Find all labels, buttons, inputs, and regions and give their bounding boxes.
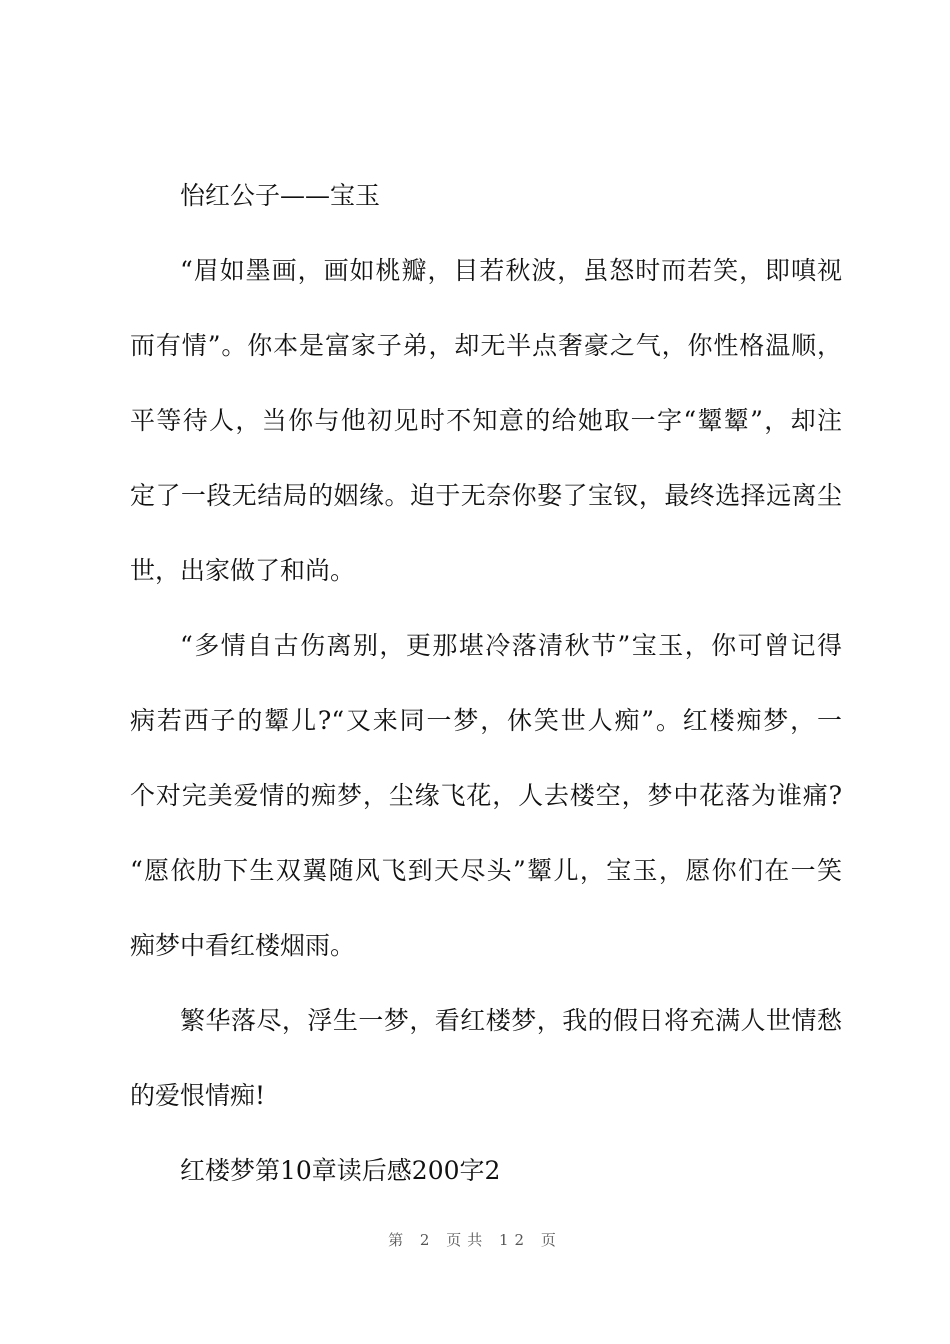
paragraph-line: 病若西子的颦儿?“又来同一梦，休笑世人痴”。红楼痴梦，一 bbox=[130, 706, 842, 735]
section-heading: 怡红公子——宝玉 bbox=[180, 181, 381, 210]
section-heading: 红楼梦第10章读后感200字2 bbox=[180, 1156, 501, 1185]
paragraph-line: 世，出家做了和尚。 bbox=[130, 556, 356, 585]
paragraph-line: 个对完美爱情的痴梦，尘缘飞花，人去楼空，梦中花落为谁痛? bbox=[130, 781, 842, 810]
paragraph-line: 平等待人，当你与他初见时不知意的给她取一字“颦颦”，却注 bbox=[130, 406, 842, 435]
paragraph-line: 定了一段无结局的姻缘。迫于无奈你娶了宝钗，最终选择远离尘 bbox=[130, 481, 842, 510]
paragraph-line: “眉如墨画，画如桃瓣，目若秋波，虽怒时而若笑，即嗔视 bbox=[180, 256, 842, 285]
paragraph-line: 而有情”。你本是富家子弟，却无半点奢豪之气，你性格温顺， bbox=[130, 331, 842, 360]
page-number-footer: 第 2 页共 12 页 bbox=[388, 1231, 562, 1249]
paragraph-line: “多情自古伤离别，更那堪冷落清秋节”宝玉，你可曾记得 bbox=[180, 631, 842, 660]
paragraph-line: 的爱恨情痴! bbox=[130, 1081, 266, 1110]
paragraph-line: 痴梦中看红楼烟雨。 bbox=[130, 931, 356, 960]
paragraph-line: “愿依肋下生双翼随风飞到天尽头”颦儿，宝玉，愿你们在一笑 bbox=[130, 856, 842, 885]
paragraph-line: 繁华落尽，浮生一梦，看红楼梦，我的假日将充满人世情愁 bbox=[180, 1006, 842, 1035]
